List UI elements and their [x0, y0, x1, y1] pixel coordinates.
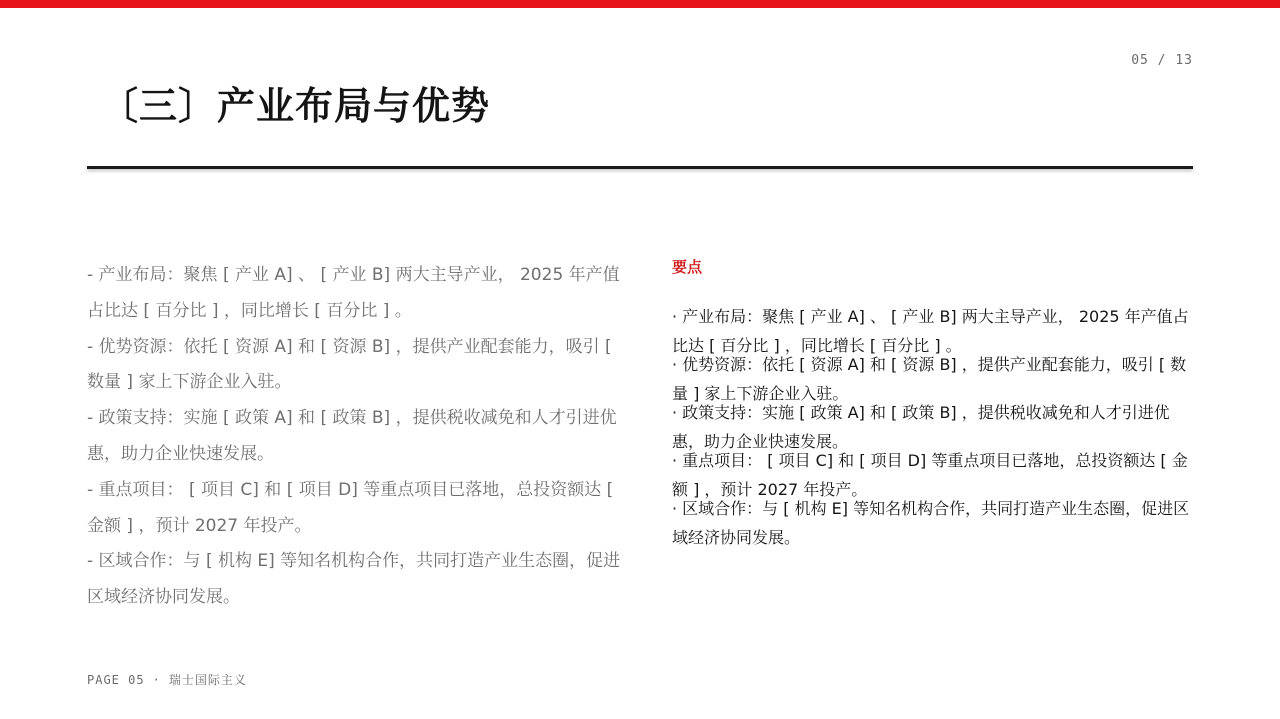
key-point-projects: · 重点项目： [ 项目 C] 和 [ 项目 D] 等重点项目已落地，总投资额达 [ 金额 ] ，预计 2027 年投产。 — [672, 451, 1188, 499]
key-point-policy: · 政策支持：实施 [ 政策 A] 和 [ 政策 B] ，提供税收减免和人才引进优惠，助力企业快速发展。 — [672, 403, 1170, 451]
body-item-policy: - 政策支持：实施 [ 政策 A] 和 [ 政策 B] ，提供税收减免和人才引进优惠，助力企业快速发展。 — [87, 408, 617, 464]
key-points-heading: 要点 — [672, 258, 703, 276]
title-divider — [87, 166, 1193, 169]
slide-title: 〔三〕产业布局与优势 — [100, 84, 491, 128]
body-item-resources: - 优势资源：依托 [ 资源 A] 和 [ 资源 B] ，提供产业配套能力，吸引 [ 数量 ] 家上下游企业入驻。 — [87, 336, 612, 393]
footer-separator: · — [152, 673, 161, 687]
body-item-cooperation: - 区域合作：与 [ 机构 E] 等知名机构合作，共同打造产业生态圈，促进区域经济协同发展。 — [87, 551, 621, 608]
body-list — [87, 258, 632, 616]
page-indicator: 05 / 13 — [1131, 53, 1193, 68]
body-item-layout: - 产业布局：聚焦 [ 产业 A] 、 [ 产业 B] 两大主导产业， 2025 年产值占比达 [ 百分比 ] ，同比增长 [ 百分比 ] 。 — [87, 265, 620, 321]
top-accent-bar — [0, 0, 1280, 8]
footer-org-name: 瑞士国际主义 — [168, 673, 247, 687]
key-point-resources: · 优势资源：依托 [ 资源 A] 和 [ 资源 B] ，提供产业配套能力，吸引 [ 数量 ] 家上下游企业入驻。 — [672, 355, 1187, 403]
key-points-list — [672, 302, 1197, 547]
key-point-layout: · 产业布局：聚焦 [ 产业 A] 、 [ 产业 B] 两大主导产业， 2025 年产值占比达 [ 百分比 ] ，同比增长 [ 百分比 ] 。 — [672, 307, 1189, 355]
footer-page-label: PAGE 05 — [87, 673, 145, 687]
key-point-cooperation: · 区域合作：与 [ 机构 E] 等知名机构合作，共同打造产业生态圈，促进区域经济协同发展。 — [672, 499, 1190, 547]
body-item-projects: - 重点项目： [ 项目 C] 和 [ 项目 D] 等重点项目已落地，总投资额达 [ 金额 ] ，预计 2027 年投产。 — [87, 479, 614, 536]
footer — [87, 671, 247, 688]
